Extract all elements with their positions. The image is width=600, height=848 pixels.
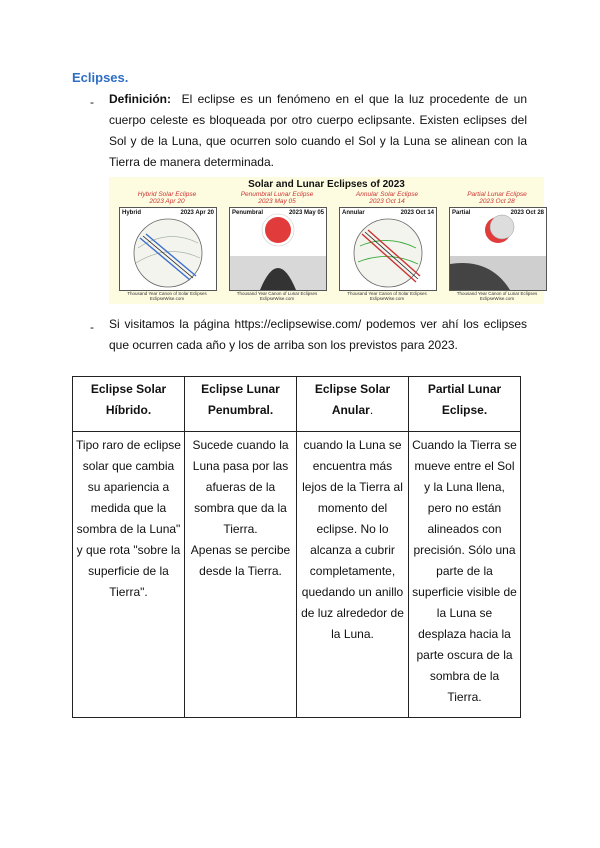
bullet-dash: - — [90, 320, 94, 334]
panel-partial-lunar — [447, 191, 547, 301]
table-cell: Tipo raro de eclipse solar que cambia su apariencia a medida que la sombra de la Luna" y que rota "sobre la superficie de la Tierra". — [73, 432, 185, 718]
panel-credit: EclipseWise.com — [259, 296, 295, 301]
solar-map — [339, 207, 437, 291]
lunar-map — [229, 207, 327, 291]
table-cell: cuando la Luna se encuentra más lejos de la Tierra al momento del eclipse. No lo alcanza a cubrir completamente, quedando un anillo de luz alrededor de la Luna. — [297, 432, 409, 718]
panel-name: Hybrid Solar Eclipse — [137, 191, 197, 198]
panel-annular-solar — [337, 191, 437, 301]
moon-shadow-icon — [230, 208, 326, 290]
definition-text: El eclipse es un fenómeno en el que la luz procedente de un cuerpo celeste es bloqueada por otro cuerpo eclipsante. Existen eclipses del Sol y de la Luna, que ocurren solo cuando el Sol y la Luna se alinean con la Tierra de manera determinada. — [109, 92, 527, 169]
table-cell: Cuando la Tierra se mueve entre el Sol y la Luna llena, pero no están alineados con precisión. Sólo una parte de la superficie visible de la Luna se desplaza hacia la parte oscura de la sombra de la Tierra. — [409, 432, 521, 718]
panel-date: 2023 Oct 14 — [369, 198, 405, 205]
panel-caption: Thousand Year Canon of Lunar Eclipses — [236, 291, 318, 296]
map-label-date: 2023 May 05 — [288, 210, 324, 216]
map-label-date: 2023 Oct 28 — [510, 210, 544, 216]
table-cell: Sucede cuando la Luna pasa por las afueras de la sombra que da la Tierra. Apenas se percibe desde la Tierra. — [185, 432, 297, 718]
panel-penumbral-lunar — [227, 191, 327, 301]
header-cell: Eclipse Solar Híbrido. — [73, 377, 185, 432]
figure-title: Solar and Lunar Eclipses of 2023 — [248, 179, 405, 190]
panel-name: Annular Solar Eclipse — [355, 191, 419, 198]
panel-name: Penumbral Lunar Eclipse — [240, 191, 314, 198]
globe-icon — [120, 208, 216, 290]
panel-date: 2023 Oct 28 — [479, 198, 515, 205]
section-heading: Eclipses. — [72, 70, 129, 85]
map-label-date: 2023 Oct 14 — [400, 210, 434, 216]
bullet-dash: - — [90, 95, 94, 109]
lunar-map — [449, 207, 547, 291]
panel-date: 2023 Apr 20 — [149, 198, 185, 205]
panel-credit: EclipseWise.com — [149, 296, 185, 301]
map-label-date: 2023 Apr 20 — [180, 210, 214, 216]
map-label-type: Penumbral — [232, 210, 264, 216]
globe-icon — [340, 208, 436, 290]
panel-caption: Thousand Year Canon of Lunar Eclipses — [456, 291, 538, 296]
panel-name: Partial Lunar Eclipse — [467, 191, 527, 198]
header-cell: Eclipse Solar Anular. — [297, 377, 409, 432]
panel-date: 2023 May 05 — [258, 198, 296, 205]
eclipses-figure — [109, 177, 544, 304]
header-cell: Eclipse Lunar Penumbral. — [185, 377, 297, 432]
table-header-row — [73, 377, 521, 432]
map-label-type: Annular — [342, 210, 365, 216]
table-row — [73, 432, 521, 718]
panel-credit: EclipseWise.com — [369, 296, 405, 301]
panel-credit: EclipseWise.com — [479, 296, 515, 301]
definition-label: Definición: — [109, 92, 171, 106]
solar-map — [119, 207, 217, 291]
moon-shadow-icon — [450, 208, 546, 290]
panel-caption: Thousand Year Canon of Solar Eclipses — [347, 291, 427, 296]
website-paragraph: Si visitamos la página https://eclipsewise.com/ podemos ver ahí los eclipses que ocurren cada año y los de arriba son los previstos para 2023. — [109, 317, 527, 352]
header-cell: Partial Lunar Eclipse. — [409, 377, 521, 432]
panel-hybrid-solar — [117, 191, 217, 301]
eclipse-table — [72, 376, 521, 718]
map-label-type: Hybrid — [122, 210, 142, 216]
definition-paragraph — [109, 89, 527, 173]
map-label-type: Partial — [452, 210, 471, 216]
panel-caption: Thousand Year Canon of Solar Eclipses — [127, 291, 207, 296]
